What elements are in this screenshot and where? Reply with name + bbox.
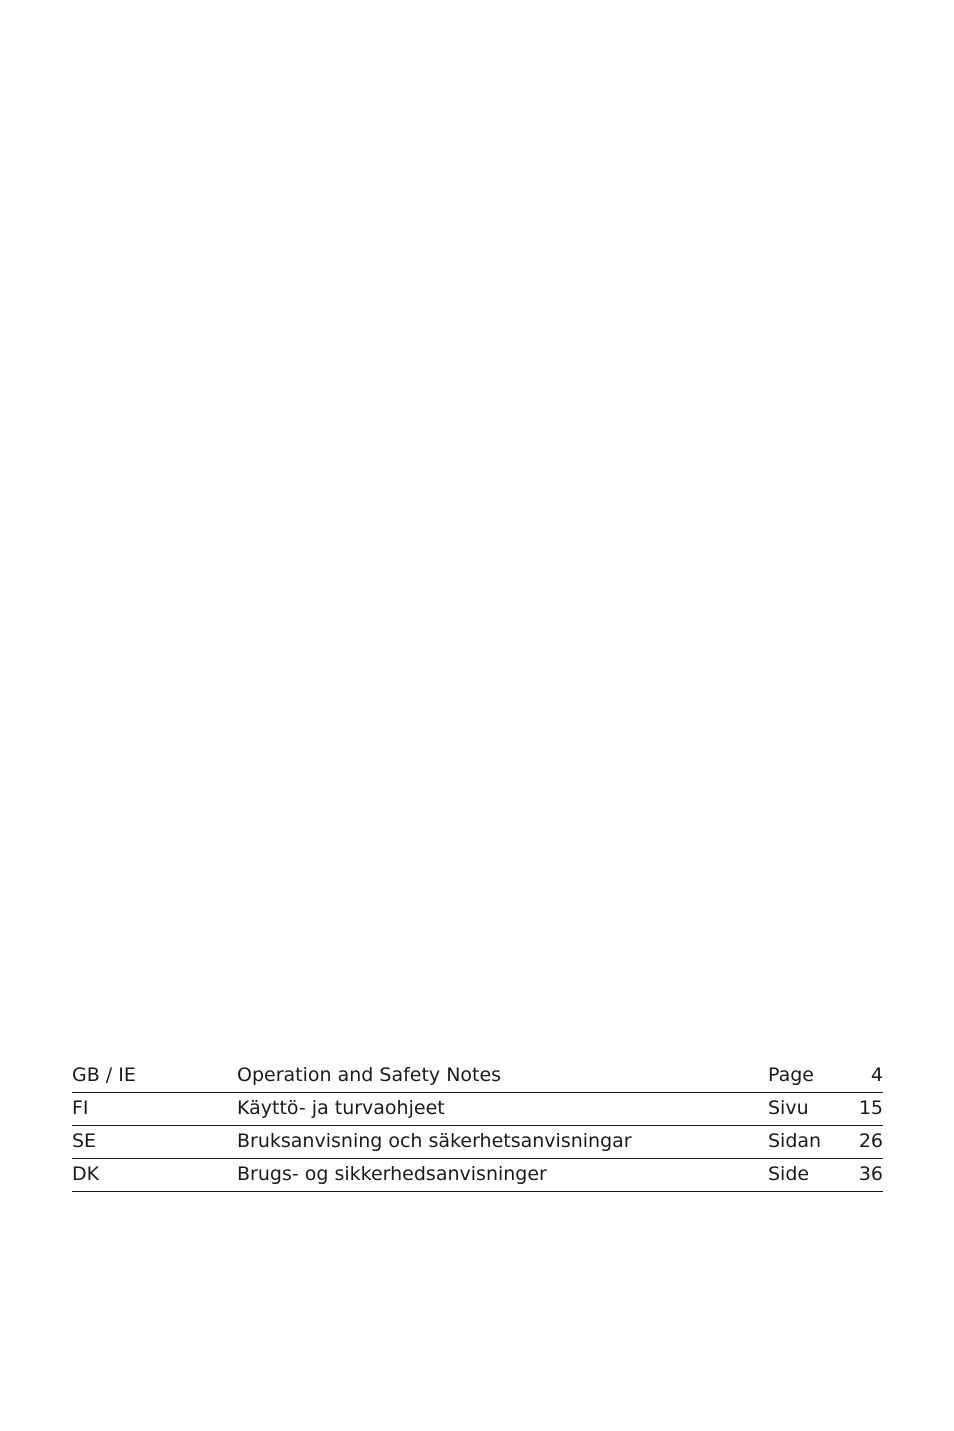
page-number: 36	[858, 1163, 883, 1185]
language-code: SE	[72, 1130, 97, 1152]
language-code: DK	[72, 1163, 100, 1185]
toc-row-gb-ie[interactable]	[72, 1060, 883, 1093]
section-title: Bruksanvisning och säkerhetsanvisningar	[237, 1130, 632, 1152]
page-label: Page	[768, 1064, 814, 1086]
page-label: Side	[768, 1163, 810, 1185]
toc-row-se[interactable]	[72, 1126, 883, 1159]
section-title: Käyttö- ja turvaohjeet	[237, 1097, 445, 1119]
section-title: Operation and Safety Notes	[237, 1064, 502, 1086]
page-label: Sidan	[768, 1130, 822, 1152]
page-number: 15	[858, 1097, 883, 1119]
language-code: GB / IE	[72, 1064, 136, 1086]
toc-row-dk[interactable]	[72, 1159, 883, 1192]
section-title: Brugs- og sikkerhedsanvisninger	[237, 1163, 547, 1185]
page-number: 4	[870, 1064, 883, 1086]
page-number: 26	[858, 1130, 883, 1152]
toc-row-fi[interactable]	[72, 1093, 883, 1126]
language-code: FI	[72, 1097, 89, 1119]
language-table-of-contents	[72, 1060, 883, 1192]
page-label: Sivu	[768, 1097, 809, 1119]
